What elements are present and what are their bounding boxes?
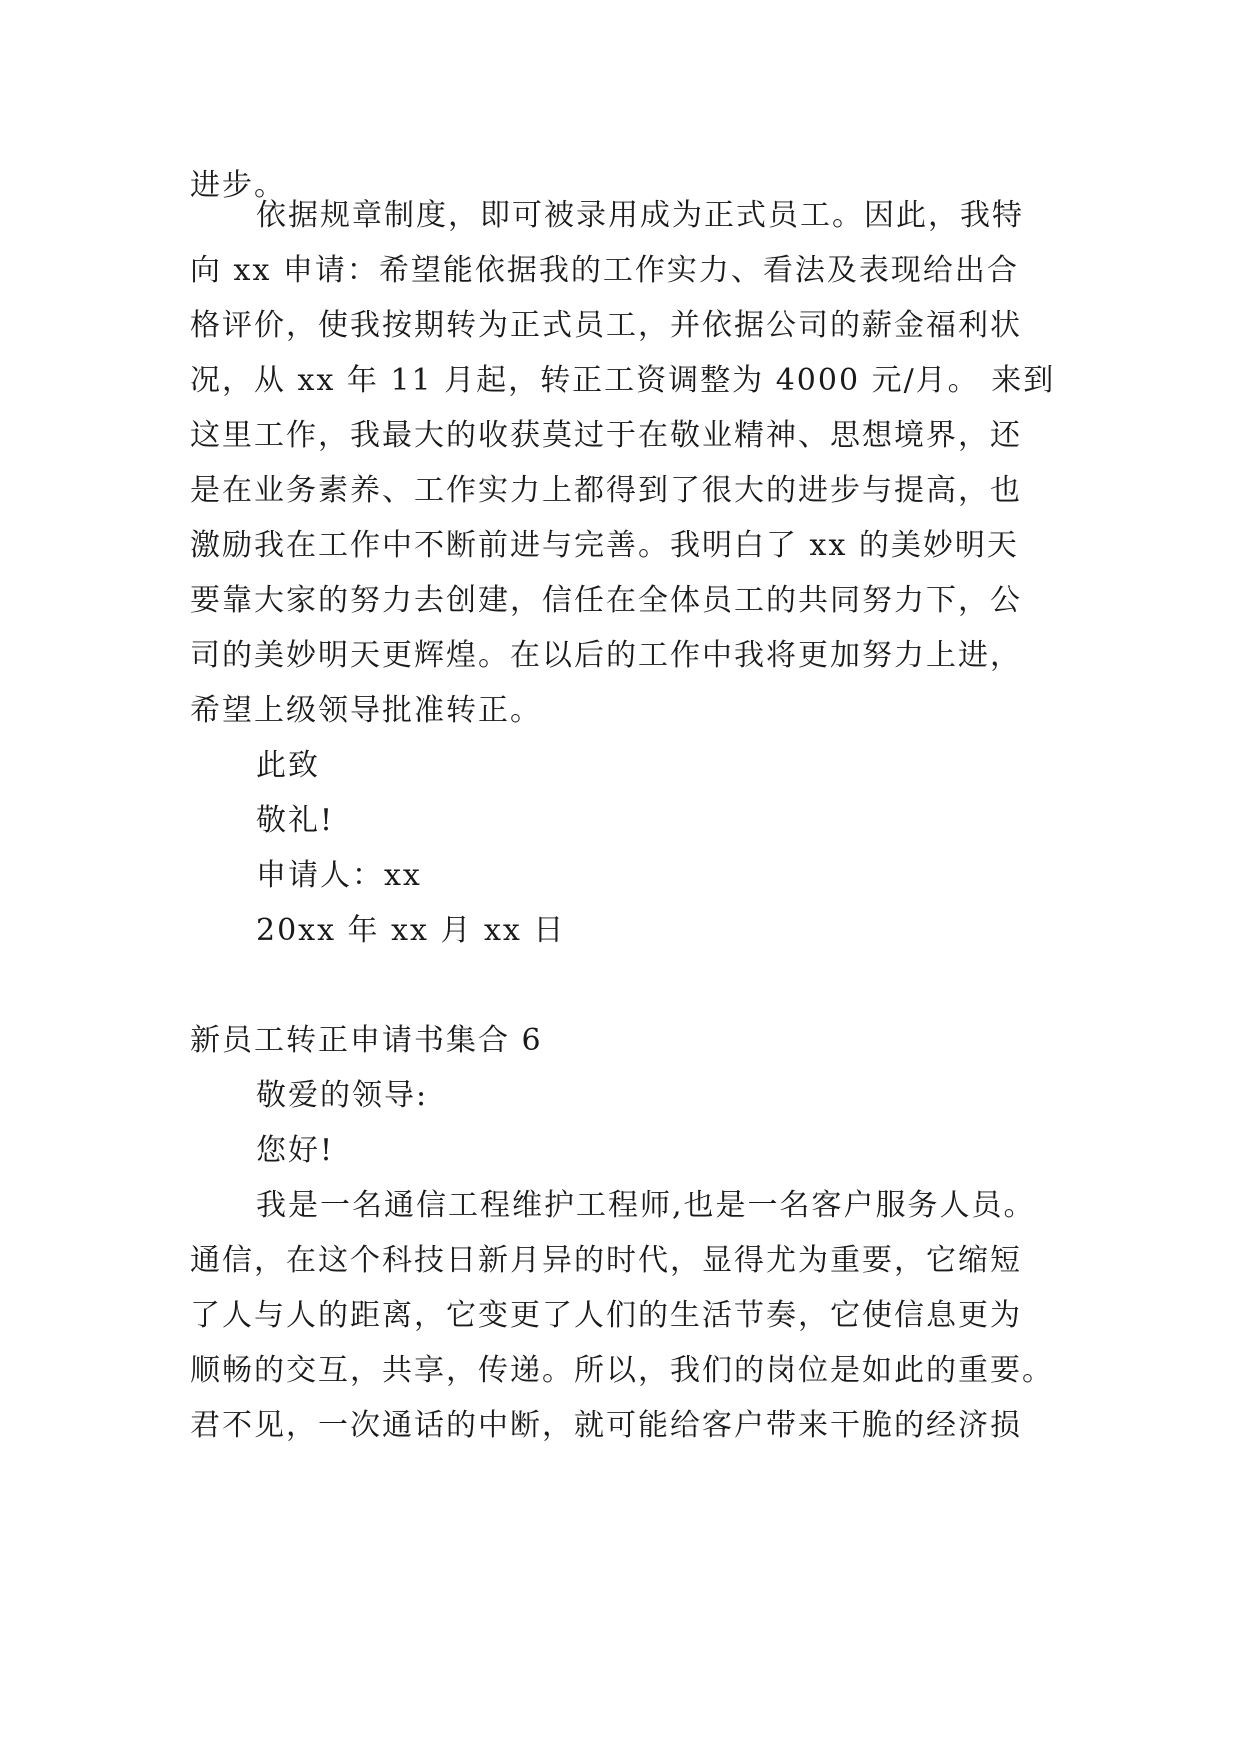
signature-line: 申请人：xx: [256, 858, 422, 893]
greeting-line: 您好!: [256, 1133, 335, 1168]
paragraph-line: 激励我在工作中不断前进与完善。我明白了 xx 的美妙明天: [190, 528, 1019, 563]
paragraph-line: 依据规章制度，即可被录用成为正式员工。因此，我特: [256, 198, 1024, 233]
paragraph-line: 我是一名通信工程维护工程师,也是一名客户服务人员。: [256, 1188, 1036, 1223]
paragraph-line: 向 xx 申请：希望能依据我的工作实力、看法及表现给出合: [190, 253, 1019, 288]
paragraph-line: 是在业务素养、工作实力上都得到了很大的进步与提高，也: [190, 473, 1022, 508]
paragraph-line: 况，从 xx 年 11 月起，转正工资调整为 4000 元/月。 来到: [190, 363, 1056, 398]
paragraph-line: 顺畅的交互，共享，传递。所以，我们的岗位是如此的重要。: [190, 1353, 1054, 1388]
paragraph-line: 了人与人的距离，它变更了人们的生活节奏，它使信息更为: [190, 1298, 1022, 1333]
section-title: 新员工转正申请书集合 6: [190, 1023, 543, 1058]
paragraph-line: 这里工作，我最大的收获莫过于在敬业精神、思想境界，还: [190, 418, 1022, 453]
closing-line: 敬礼!: [256, 803, 335, 838]
paragraph-line: 希望上级领导批准转正。: [190, 693, 542, 728]
paragraph-line: 进步。: [190, 168, 286, 203]
closing-line: 此致: [256, 748, 320, 783]
paragraph-line: 要靠大家的努力去创建，信任在全体员工的共同努力下，公: [190, 583, 1022, 618]
paragraph-line: 司的美妙明天更辉煌。在以后的工作中我将更加努力上进，: [190, 638, 1022, 673]
date-line: 20xx 年 xx 月 xx 日: [256, 913, 566, 948]
paragraph-line: 君不见，一次通话的中断，就可能给客户带来干脆的经济损: [190, 1408, 1022, 1443]
paragraph-line: 格评价，使我按期转为正式员工，并依据公司的薪金福利状: [190, 308, 1022, 343]
paragraph-line: 通信，在这个科技日新月异的时代，显得尤为重要，它缩短: [190, 1243, 1022, 1278]
salutation-line: 敬爱的领导:: [256, 1078, 429, 1113]
